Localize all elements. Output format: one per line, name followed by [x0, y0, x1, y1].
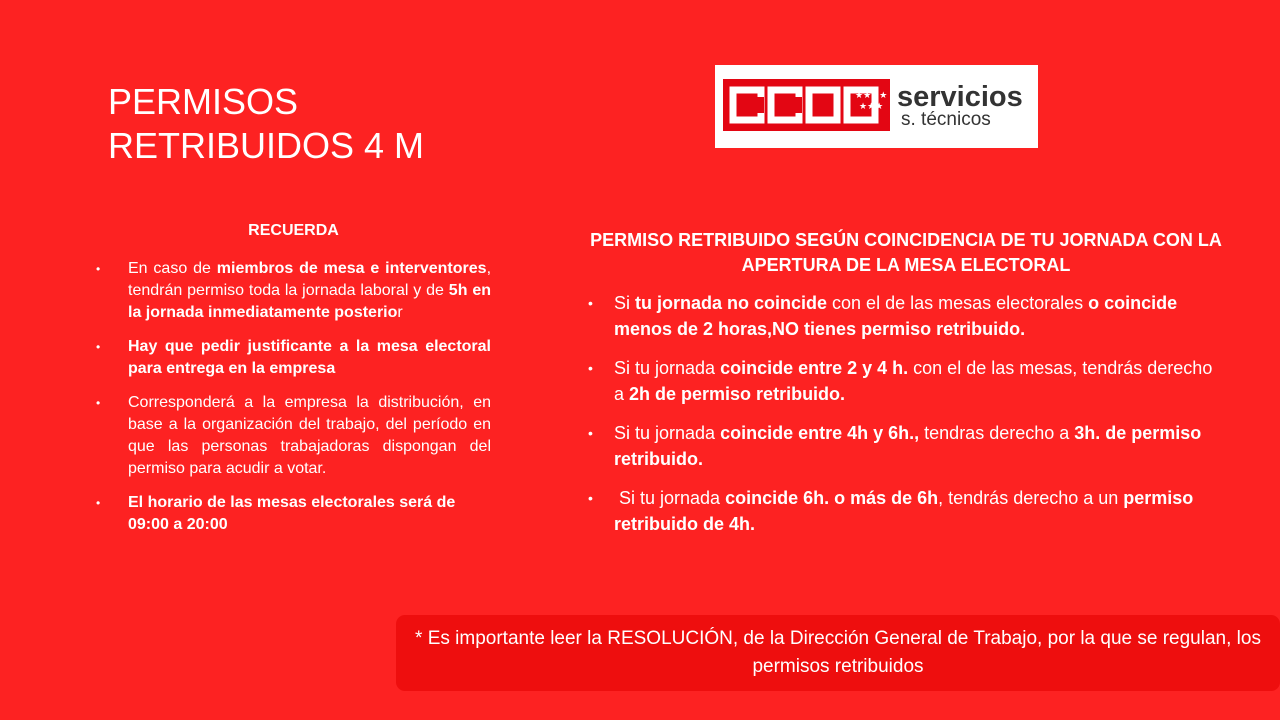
resolucion-note	[396, 615, 1280, 691]
list-item: • Corresponderá a la empresa la distribución, en base a la organización del trabajo, del período en que las personas trabajadoras dispongan del permiso para acudir a votar.	[96, 394, 491, 477]
permiso-list	[588, 290, 1224, 537]
bullet-icon: •	[96, 262, 101, 276]
recuerda-heading: RECUERDA	[248, 222, 339, 239]
logo-stars-icon	[855, 91, 887, 112]
bullet-icon: •	[96, 340, 101, 354]
bullet-icon: •	[96, 396, 101, 410]
ccoo-logo-graphic	[715, 65, 1038, 148]
list-item: • Si tu jornada no coincide con el de las mesas electorales o coincide menos de 2 horas,NO tienes permiso retribuido.	[588, 290, 1224, 342]
permiso-heading: PERMISO RETRIBUIDO SEGÚN COINCIDENCIA DE TU JORNADA CON LA APERTURA DE LA MESA ELECTORAL	[590, 230, 1222, 275]
page-title	[108, 80, 508, 168]
bullet-icon: •	[588, 295, 593, 311]
title-line-1: PERMISOS	[108, 81, 299, 122]
logo-word: servicios	[897, 81, 1023, 113]
svg-text:★★★: ★★★	[859, 102, 884, 112]
bullet-icon: •	[588, 360, 593, 376]
logo-subword: s. técnicos	[901, 109, 991, 130]
ccoo-servicios-logo	[715, 65, 1038, 148]
list-item: • En caso de miembros de mesa e interventores, tendrán permiso toda la jornada laboral y de 5h en la jornada inmediatamente posterior	[96, 260, 492, 321]
list-item: • Si tu jornada coincide 6h. o más de 6h, tendrás derecho a un permiso retribuido de 4h.	[588, 485, 1224, 537]
bullet-icon: •	[96, 496, 101, 510]
list-item: • Si tu jornada coincide entre 2 y 4 h. con el de las mesas, tendrás derecho a 2h de permiso retribuido.	[588, 355, 1224, 407]
list-item: • Hay que pedir justificante a la mesa electoral para entrega en la empresa	[96, 338, 491, 377]
list-item: • El horario de las mesas electorales será de 09:00 a 20:00	[96, 494, 456, 533]
recuerda-section	[96, 220, 491, 548]
svg-text:★★★★: ★★★★	[855, 91, 888, 101]
recuerda-list	[96, 258, 491, 536]
note-text: * Es importante leer la RESOLUCIÓN, de la Dirección General de Trabajo, por la que se regulan, los permisos retribuidos	[415, 628, 1261, 677]
bullet-icon: •	[588, 425, 593, 441]
permiso-section	[588, 228, 1224, 550]
bullet-icon: •	[588, 490, 593, 506]
list-item: • Si tu jornada coincide entre 4h y 6h., tendras derecho a 3h. de permiso retribuido.	[588, 420, 1224, 472]
title-line-2: RETRIBUIDOS 4 M	[108, 125, 425, 166]
